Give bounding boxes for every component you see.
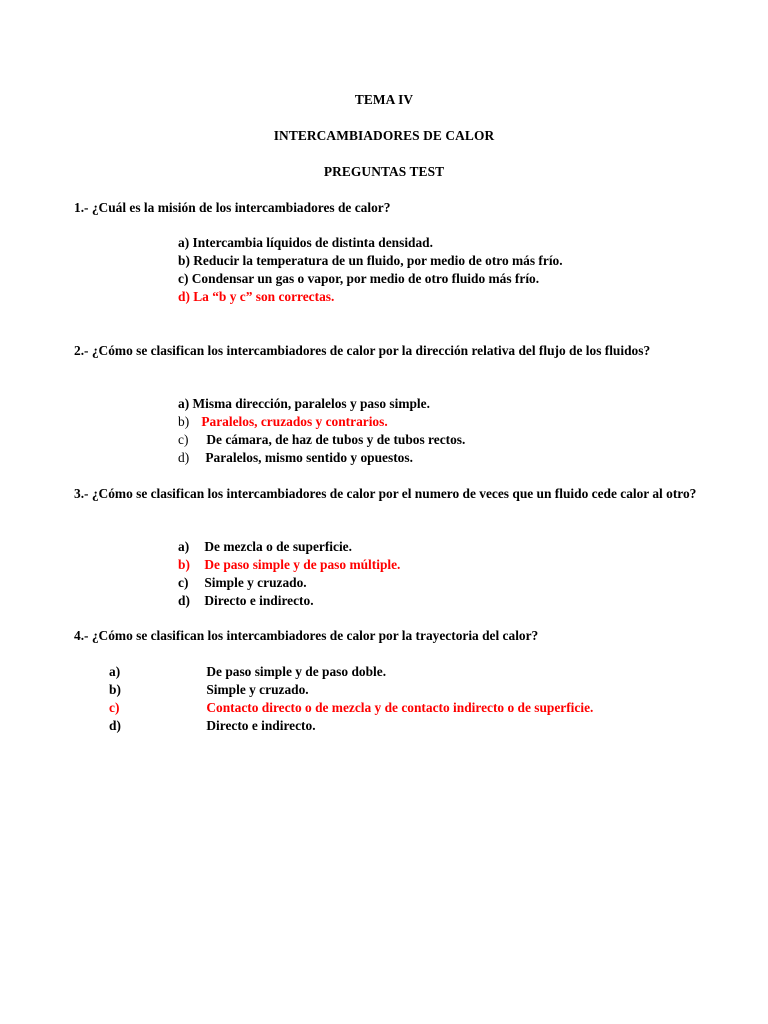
option-label: d): [178, 593, 190, 608]
option-label: c): [178, 432, 189, 447]
option-text: b) Reducir la temperatura de un fluido, por medio de otro más frío.: [178, 253, 563, 268]
question-2-option-d: [178, 449, 413, 467]
option-label: c): [109, 700, 120, 715]
option-text: Contacto directo o de mezcla y de contacto indirecto o de superficie.: [206, 700, 594, 715]
option-label: b): [178, 557, 190, 572]
question-2-option-b-correct: [178, 413, 388, 431]
tema-title: TEMA IV: [354, 92, 414, 107]
question-3-text: 3.- ¿Cómo se clasifican los intercambiadores de calor por el numero de veces que un fluido cede calor al otro?: [74, 486, 697, 501]
option-text: d) La “b y c” son correctas.: [178, 289, 335, 304]
option-label: a): [178, 539, 190, 554]
option-label: d): [178, 450, 190, 465]
question-4-option-c-correct: [109, 699, 593, 717]
question-1-option-d-correct: [178, 288, 334, 306]
question-2-text: 2.- ¿Cómo se clasifican los intercambiadores de calor por la dirección relativa del flujo de los fluidos?: [74, 343, 651, 358]
option-text: Directo e indirecto.: [204, 593, 314, 608]
question-3-option-d: [178, 592, 314, 610]
question-3-option-b-correct: [178, 556, 400, 574]
question-4-option-a: [109, 663, 386, 681]
option-label: b): [109, 682, 121, 697]
option-text: Paralelos, cruzados y contrarios.: [201, 414, 388, 429]
option-text: Paralelos, mismo sentido y opuestos.: [205, 450, 413, 465]
question-2-option-a: [178, 395, 430, 413]
question-1-option-a: [178, 234, 433, 252]
question-4-text: 4.- ¿Cómo se clasifican los intercambiadores de calor por la trayectoria del calor?: [74, 628, 539, 643]
option-text: De cámara, de haz de tubos y de tubos rectos.: [206, 432, 466, 447]
option-text: Simple y cruzado.: [204, 575, 307, 590]
question-1-option-b: [178, 252, 563, 270]
option-label: a): [109, 664, 121, 679]
option-label: d): [109, 718, 121, 733]
question-4-option-d: [109, 717, 316, 735]
option-text: a) Misma dirección, paralelos y paso simple.: [178, 396, 430, 411]
option-label: b): [178, 414, 190, 429]
question-3-option-c: [178, 574, 307, 592]
option-text: De mezcla o de superficie.: [204, 539, 352, 554]
question-1-option-c: [178, 270, 539, 288]
option-label: c): [178, 575, 189, 590]
option-text: c) Condensar un gas o vapor, por medio de otro fluido más frío.: [178, 271, 540, 286]
section-title: PREGUNTAS TEST: [323, 164, 445, 179]
question-3-option-a: [178, 538, 352, 556]
option-text: Directo e indirecto.: [206, 718, 316, 733]
option-text: a) Intercambia líquidos de distinta densidad.: [178, 235, 433, 250]
option-text: De paso simple y de paso doble.: [206, 664, 387, 679]
subject-title: INTERCAMBIADORES DE CALOR: [273, 128, 495, 143]
question-2-option-c: [178, 431, 465, 449]
option-text: De paso simple y de paso múltiple.: [204, 557, 401, 572]
question-1-text: 1.- ¿Cuál es la misión de los intercambiadores de calor?: [74, 200, 391, 215]
question-4-option-b: [109, 681, 309, 699]
option-text: Simple y cruzado.: [206, 682, 309, 697]
